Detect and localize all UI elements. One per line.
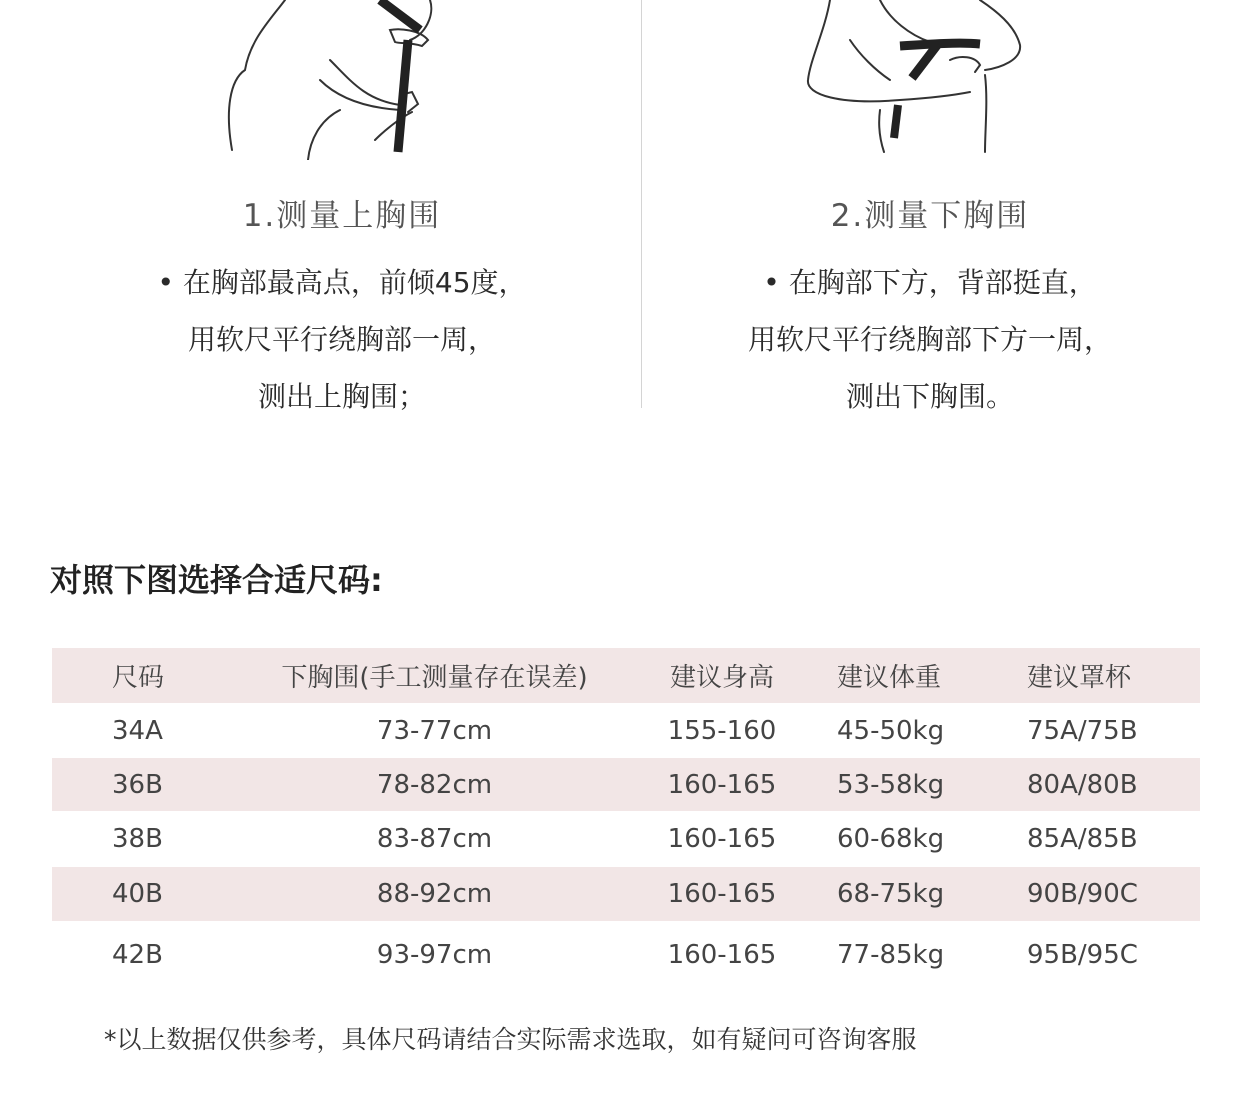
table-row	[52, 758, 1200, 811]
table-cell: 88-92cm	[376, 879, 493, 909]
measure-upper-bust-illustration	[200, 0, 480, 160]
table-cell: 160-165	[667, 940, 777, 970]
step-upper-bust	[62, 196, 622, 425]
step-title: 1.测量上胸围	[242, 198, 442, 234]
step-instruction-line: 用软尺平行绕胸部下方一周，	[747, 323, 1112, 356]
column-header: 建议身高	[669, 663, 774, 693]
column-header: 建议罩杯	[1027, 663, 1132, 693]
column-header: 建议体重	[837, 663, 942, 693]
table-row	[52, 811, 1200, 867]
table-row	[52, 867, 1200, 921]
table-cell: 85A/85B	[1027, 824, 1138, 854]
step-instruction-line: • 在胸部下方，背部挺直，	[763, 266, 1097, 299]
size-chart-table	[52, 648, 1200, 989]
table-cell: 45-50kg	[837, 715, 945, 746]
size-chart-heading: 对照下图选择合适尺码:	[50, 561, 383, 599]
table-cell: 53-58kg	[837, 769, 945, 800]
table-cell: 42B	[112, 940, 163, 970]
column-header: 下胸围(手工测量存在误差)	[281, 663, 588, 693]
table-cell: 73-77cm	[376, 715, 493, 746]
disclaimer-note: *以上数据仅供参考，具体尺码请结合实际需求选取，如有疑问可咨询客服	[104, 1025, 917, 1054]
table-cell: 80A/80B	[1027, 769, 1138, 800]
table-cell: 93-97cm	[376, 940, 493, 970]
column-header: 尺码	[112, 663, 165, 693]
measure-lower-bust-illustration	[780, 0, 1060, 160]
table-cell: 60-68kg	[837, 824, 945, 854]
step-instruction-line: 用软尺平行绕胸部一周，	[187, 323, 496, 356]
table-cell: 40B	[112, 879, 163, 909]
table-cell: 160-165	[667, 769, 777, 800]
step-instruction-line: 测出下胸围。	[845, 380, 1014, 413]
table-cell: 83-87cm	[376, 824, 493, 854]
table-cell: 36B	[112, 769, 163, 800]
table-cell: 77-85kg	[837, 940, 945, 970]
table-row	[52, 921, 1200, 989]
table-cell: 75A/75B	[1027, 715, 1138, 746]
table-cell: 90B/90C	[1027, 879, 1138, 909]
table-cell: 160-165	[667, 879, 777, 909]
table-cell: 68-75kg	[837, 879, 945, 909]
table-cell: 155-160	[667, 715, 777, 746]
table-header-row	[52, 648, 1200, 703]
step-instruction-line: 测出上胸围；	[257, 380, 426, 413]
table-cell: 34A	[112, 715, 163, 746]
table-cell: 160-165	[667, 824, 777, 854]
table-cell: 38B	[112, 824, 163, 854]
column-divider	[641, 0, 642, 408]
table-cell: 78-82cm	[376, 769, 493, 800]
table-row	[52, 703, 1200, 758]
step-title: 2.测量下胸围	[830, 198, 1030, 234]
step-lower-bust	[650, 196, 1210, 425]
step-instruction-line: • 在胸部最高点，前倾45度，	[157, 266, 527, 299]
table-cell: 95B/95C	[1027, 940, 1138, 970]
